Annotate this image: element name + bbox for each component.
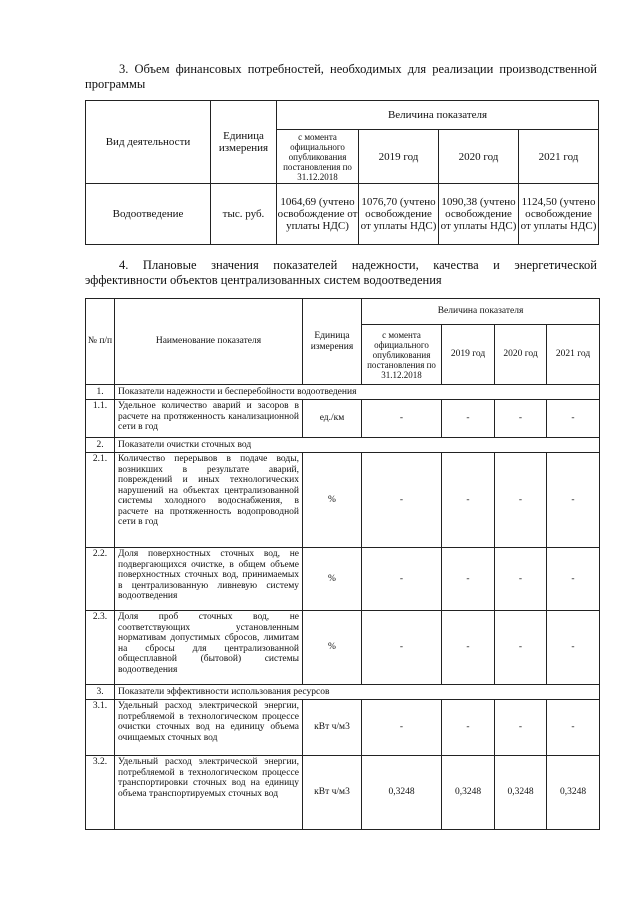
col-since-header: с момента официального опубликования постановления по 31.12.2018 [362,325,442,385]
row-value-2019-cell: - [442,700,495,756]
row-value-since-cell: - [362,400,442,438]
row-value-2021-cell: - [547,453,600,548]
value-2020-cell: 1090,38 (учтено освобождение от уплаты НДС) [439,184,519,245]
row-name-cell: Доля проб сточных вод, не соответствующих установленным нормативам допустимых сбросов, лимитам на сбросы для централизованной общесплавной (бытовой) системы водоотведения [115,611,303,685]
table-row [86,700,600,756]
row-value-2021-cell: - [547,611,600,685]
row-value-2020-cell: - [495,611,547,685]
col-2019-header: 2019 год [442,325,495,385]
value-2021-cell: 1124,50 (учтено освобождение от уплаты НДС) [519,184,599,245]
table-row [86,548,600,611]
col-name-header: Наименование показателя [115,299,303,385]
col-2020-header: 2020 год [495,325,547,385]
row-num-cell: 1.1. [86,400,115,438]
group-row [86,685,600,700]
row-num-cell: 2.1. [86,453,115,548]
col-activity-header: Вид деятельности [86,101,211,184]
activity-cell: Водоотведение [86,184,211,245]
group-title-cell: Показатели очистки сточных вод [115,438,600,453]
row-name-cell: Удельный расход электрической энергии, потребляемой в технологическом процессе очистки сточных вод на единицу объема очищаемых сточных вод [115,700,303,756]
row-unit-cell: ед./км [303,400,362,438]
row-value-2021-cell: - [547,700,600,756]
row-value-2021-cell: - [547,400,600,438]
row-value-2019-cell: - [442,453,495,548]
row-unit-cell: % [303,611,362,685]
row-num-cell: 3.2. [86,756,115,830]
col-2021-header: 2021 год [547,325,600,385]
table-row [86,611,600,685]
row-unit-cell: % [303,548,362,611]
row-name-cell: Удельный расход электрической энергии, потребляемой в технологическом процессе транспортировки сточных вод на единицу объема транспортируемых сточных вод [115,756,303,830]
col-num-header: № п/п [86,299,115,385]
row-num-cell: 3.1. [86,700,115,756]
group-row [86,385,600,400]
row-value-2019-cell: - [442,548,495,611]
unit-cell: тыс. руб. [211,184,277,245]
row-num-cell: 2.3. [86,611,115,685]
row-value-2020-cell: - [495,548,547,611]
row-value-2019-cell: - [442,400,495,438]
group-num-cell: 1. [86,385,115,400]
col-unit-header: Единица измерения [303,299,362,385]
table-row [86,453,600,548]
row-value-since-cell: - [362,611,442,685]
row-value-since-cell: - [362,548,442,611]
table-row [86,756,600,830]
row-value-2019-cell: - [442,611,495,685]
row-unit-cell: кВт ч/м3 [303,756,362,830]
row-value-since-cell: 0,3248 [362,756,442,830]
col-group-header: Величина показателя [277,101,599,130]
value-2019-cell: 1076,70 (учтено освобождение от уплаты НДС) [359,184,439,245]
row-value-2021-cell: - [547,548,600,611]
row-value-2020-cell: - [495,400,547,438]
table-row [86,400,600,438]
group-num-cell: 3. [86,685,115,700]
row-value-2020-cell: 0,3248 [495,756,547,830]
col-group-header: Величина показателя [362,299,600,325]
section-3-heading: 3. Объем финансовых потребностей, необходимых для реализации производственной программы [85,62,597,91]
row-name-cell: Доля поверхностных сточных вод, не подвергающихся очистке, в общем объеме поверхностных сточных вод, принимаемых в централизованную ливневую систему водоотведения [115,548,303,611]
row-unit-cell: % [303,453,362,548]
row-value-2019-cell: 0,3248 [442,756,495,830]
group-title-cell: Показатели надежности и бесперебойности водоотведения [115,385,600,400]
group-row [86,438,600,453]
row-value-since-cell: - [362,700,442,756]
row-value-2020-cell: - [495,700,547,756]
row-unit-cell: кВт ч/м3 [303,700,362,756]
col-since-header: с момента официального опубликования постановления по 31.12.2018 [277,130,359,184]
table-header-row [86,299,600,325]
col-2021-header: 2021 год [519,130,599,184]
financial-needs-table [85,100,599,245]
value-since-cell: 1064,69 (учтено освобождение от уплаты НДС) [277,184,359,245]
row-value-2020-cell: - [495,453,547,548]
section-4-heading: 4. Плановые значения показателей надежности, качества и энергетической эффективности объектов централизованных систем водоотведения [85,258,597,287]
table-header-row [86,101,599,130]
group-title-cell: Показатели эффективности использования ресурсов [115,685,600,700]
group-num-cell: 2. [86,438,115,453]
table-row [86,184,599,245]
col-2019-header: 2019 год [359,130,439,184]
row-name-cell: Количество перерывов в подаче воды, возникших в результате аварий, повреждений и иных технологических нарушений на объектах централизованной системы холодного водоснабжения, в расчете на протяженность водопроводной сети в год [115,453,303,548]
row-value-2021-cell: 0,3248 [547,756,600,830]
row-value-since-cell: - [362,453,442,548]
row-name-cell: Удельное количество аварий и засоров в расчете на протяженность канализационной сети в год [115,400,303,438]
col-unit-header: Единица измерения [211,101,277,184]
col-2020-header: 2020 год [439,130,519,184]
indicators-table [85,298,600,830]
row-num-cell: 2.2. [86,548,115,611]
